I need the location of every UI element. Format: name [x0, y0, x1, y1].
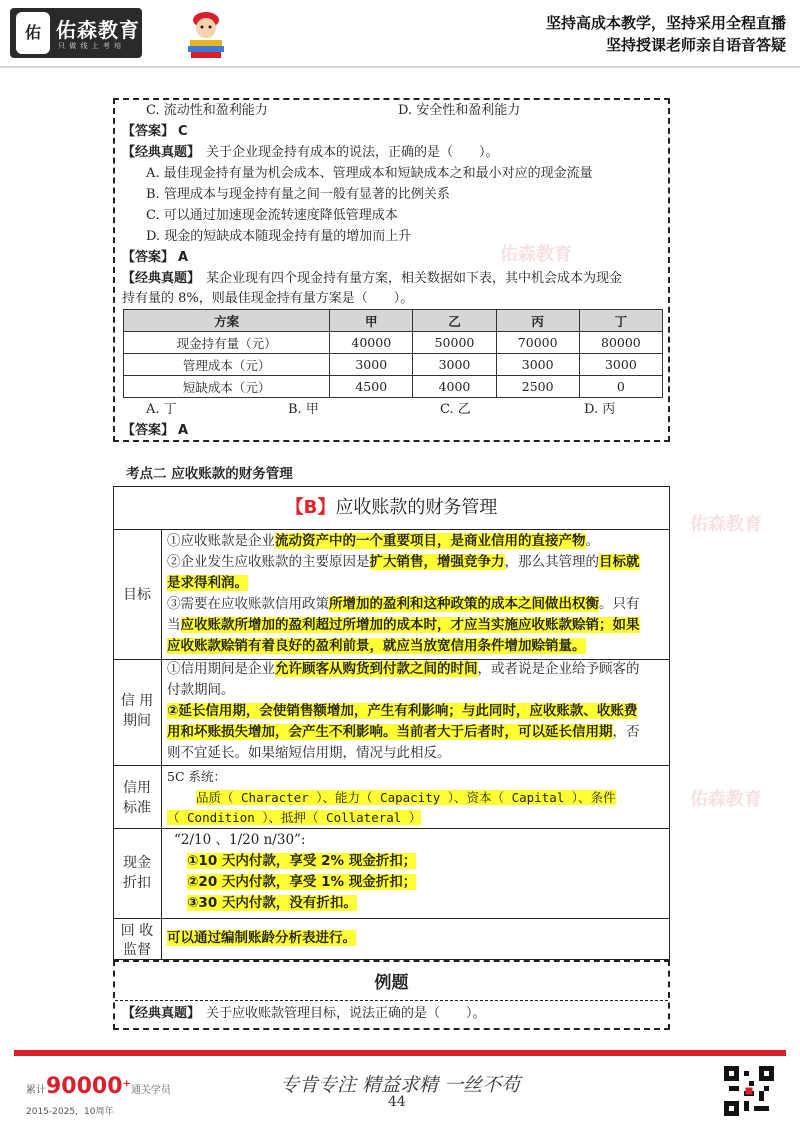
standard-line: 5C 系统： [167, 769, 226, 784]
page-number: 44 [388, 1094, 406, 1110]
table-header: 甲 [330, 310, 413, 332]
level-badge: 【B】 [285, 497, 336, 518]
discount-line: ①10 天内付款，享受 2% 现金折扣； [187, 853, 417, 869]
table-cell: 80000 [579, 332, 662, 354]
q2-option: C. 可以通过加速现金流转速度降低管理成本 [146, 208, 398, 223]
divider [115, 1000, 668, 1001]
table-header: 方案 [124, 310, 330, 332]
table-header: 乙 [413, 310, 496, 332]
row-label-standard: 标准 [123, 800, 151, 816]
table-cell: 管理成本（元） [124, 354, 330, 376]
cash-plan-table [123, 309, 663, 398]
row-label-standard: 信用 [123, 780, 151, 796]
q3-label: 【经典真题】 [122, 271, 201, 286]
q2-option: A. 最佳现金持有量为机会成本、管理成本和短缺成本之和最小对应的现金流量 [146, 166, 593, 181]
example-title: 例题 [374, 973, 409, 993]
discount-line: “2/10 、1/20 n/30”: [174, 832, 306, 848]
goal-line: 是求得利润。 [167, 575, 248, 591]
period-line: ②延长信用期，会使销售额增加，产生有利影响；与此同时，应收账款、收账费 [167, 703, 638, 719]
row-label-discount: 现金 [123, 855, 151, 871]
slogan-line-2: 坚持授课老师亲自语音答疑 [605, 36, 786, 54]
period-line: 用和坏账损失增加，会产生不利影响。当前者大于后者时，可以延长信用期，否 [167, 724, 640, 740]
goal-line: ③需要在应收账款信用政策所增加的盈利和这种政策的成本之间做出权衡。只有 [167, 596, 640, 612]
table-row [124, 354, 663, 376]
q2-answer: A [178, 250, 189, 265]
header-divider [0, 66, 800, 68]
q3-stem: 持有量的 8%，则最佳现金持有量方案是（ ）。 [122, 291, 414, 306]
q3-option: A. 丁 [146, 402, 177, 417]
discount-line: ②20 天内付款，享受 1% 现金折扣； [187, 874, 417, 890]
slogan-line-1: 坚持高成本教学，坚持采用全程直播 [545, 14, 786, 32]
footer-bar [14, 1050, 786, 1056]
row-label-collect: 回 收 [120, 923, 154, 939]
table-cell: 3000 [496, 354, 579, 376]
table-cell: 40000 [330, 332, 413, 354]
example-stem: 关于应收账款管理目标，说法正确的是（ ）。 [206, 1006, 486, 1021]
standard-line: 品质（ Character ）、能力（ Capacity ）、资本（ Capital ）、条件 [196, 790, 616, 805]
footer-cum-number: 90000 [46, 1074, 123, 1099]
example-label: 【经典真题】 [122, 1006, 201, 1021]
row-label-period: 期间 [123, 713, 151, 729]
divider [113, 529, 670, 530]
table-cell: 4000 [413, 376, 496, 398]
q2-label: 【经典真题】 [122, 145, 201, 160]
table-header: 丁 [579, 310, 662, 332]
goal-line: ②企业发生应收账款的主要原因是扩大销售，增强竞争力，那么其管理的目标就 [167, 554, 640, 570]
table-row [124, 332, 663, 354]
row-label-goal: 目标 [123, 587, 151, 603]
period-line: 则不宜延长。如果缩短信用期，情况与此相反。 [167, 745, 451, 761]
q1-answer: C [178, 124, 188, 139]
framework-title [114, 487, 669, 529]
mascot-icon [182, 6, 230, 62]
footer-cum-plus: + [122, 1078, 131, 1090]
table-cell: 2500 [496, 376, 579, 398]
section-title: 考点二 应收账款的财务管理 [126, 466, 293, 482]
footer-stats [26, 1074, 171, 1099]
table-cell: 现金持有量（元） [124, 332, 330, 354]
q1-option-d: D. 安全性和盈利能力 [398, 103, 521, 118]
table-cell: 3000 [579, 354, 662, 376]
table-cell: 3000 [330, 354, 413, 376]
watermark: 佑森教育 [690, 789, 762, 810]
logo-text: 佑森教育 [56, 18, 140, 42]
table-row [124, 376, 663, 398]
q3-option: D. 丙 [584, 402, 616, 417]
footer-cum-label: 累计 [26, 1085, 46, 1096]
table-header-row [124, 310, 663, 332]
goal-line: 应收账款赊销有着良好的盈利前景，就应当放宽信用条件增加赊销量。 [167, 638, 586, 654]
q3-stem: 某企业现有四个现金持有量方案，相关数据如下表，其中机会成本为现金 [206, 271, 623, 286]
row-label-discount: 折扣 [123, 875, 151, 891]
goal-line: ①应收账款是企业流动资产中的一个重要项目，是商业信用的直接产物。 [167, 533, 599, 549]
table-cell: 0 [579, 376, 662, 398]
q3-answer-label: 【答案】 [122, 423, 175, 438]
qr-code-icon [724, 1066, 774, 1116]
period-line: ①信用期间是企业允许顾客从购货到付款之间的时间，或者说是企业给予顾客的 [167, 661, 640, 677]
period-line: 付款期间。 [167, 682, 235, 698]
q1-answer-label: 【答案】 [122, 124, 175, 139]
q3-option: B. 甲 [288, 402, 319, 417]
watermark: 佑森教育 [690, 514, 762, 535]
row-label-period: 信 用 [120, 693, 154, 709]
logo-subtitle: 只 做 线 上 考 培 [58, 42, 123, 50]
table-cell: 短缺成本（元） [124, 376, 330, 398]
table-header: 丙 [496, 310, 579, 332]
logo-seal-icon: 佑 [16, 12, 50, 54]
footer-motto: 专肯专注 精益求精 一丝不苟 [280, 1074, 521, 1096]
footer-cum-suffix: 通关学员 [130, 1085, 171, 1096]
collect-line: 可以通过编制账龄分析表进行。 [167, 930, 356, 946]
watermark: 佑森教育 [500, 244, 572, 265]
q3-option: C. 乙 [440, 402, 471, 417]
framework-title-text: 应收账款的财务管理 [335, 497, 498, 518]
row-label-collect: 监督 [123, 942, 151, 958]
q2-answer-label: 【答案】 [122, 250, 175, 265]
table-cell: 3000 [413, 354, 496, 376]
table-cell: 4500 [330, 376, 413, 398]
q2-stem: 关于企业现金持有成本的说法，正确的是（ ）。 [206, 145, 499, 160]
q2-option: D. 现金的短缺成本随现金持有量的增加而上升 [146, 229, 412, 244]
standard-line: （ Condition ）、抵押（ Collateral ） [167, 810, 422, 825]
table-cell: 50000 [413, 332, 496, 354]
footer-years: 2015-2025，10周年 [26, 1107, 114, 1117]
q1-option-c: C. 流动性和盈利能力 [146, 103, 268, 118]
q3-answer: A [178, 423, 189, 438]
divider [113, 918, 670, 919]
discount-line: ③30 天内付款，没有折扣。 [187, 895, 357, 911]
table-cell: 70000 [496, 332, 579, 354]
goal-line: 当应收账款所增加的盈利超过所增加的成本时，才应当实施应收账款赊销；如果 [167, 617, 640, 633]
divider [161, 529, 162, 960]
divider [113, 828, 670, 829]
q2-option: B. 管理成本与现金持有量之间一般有显著的比例关系 [146, 187, 450, 202]
